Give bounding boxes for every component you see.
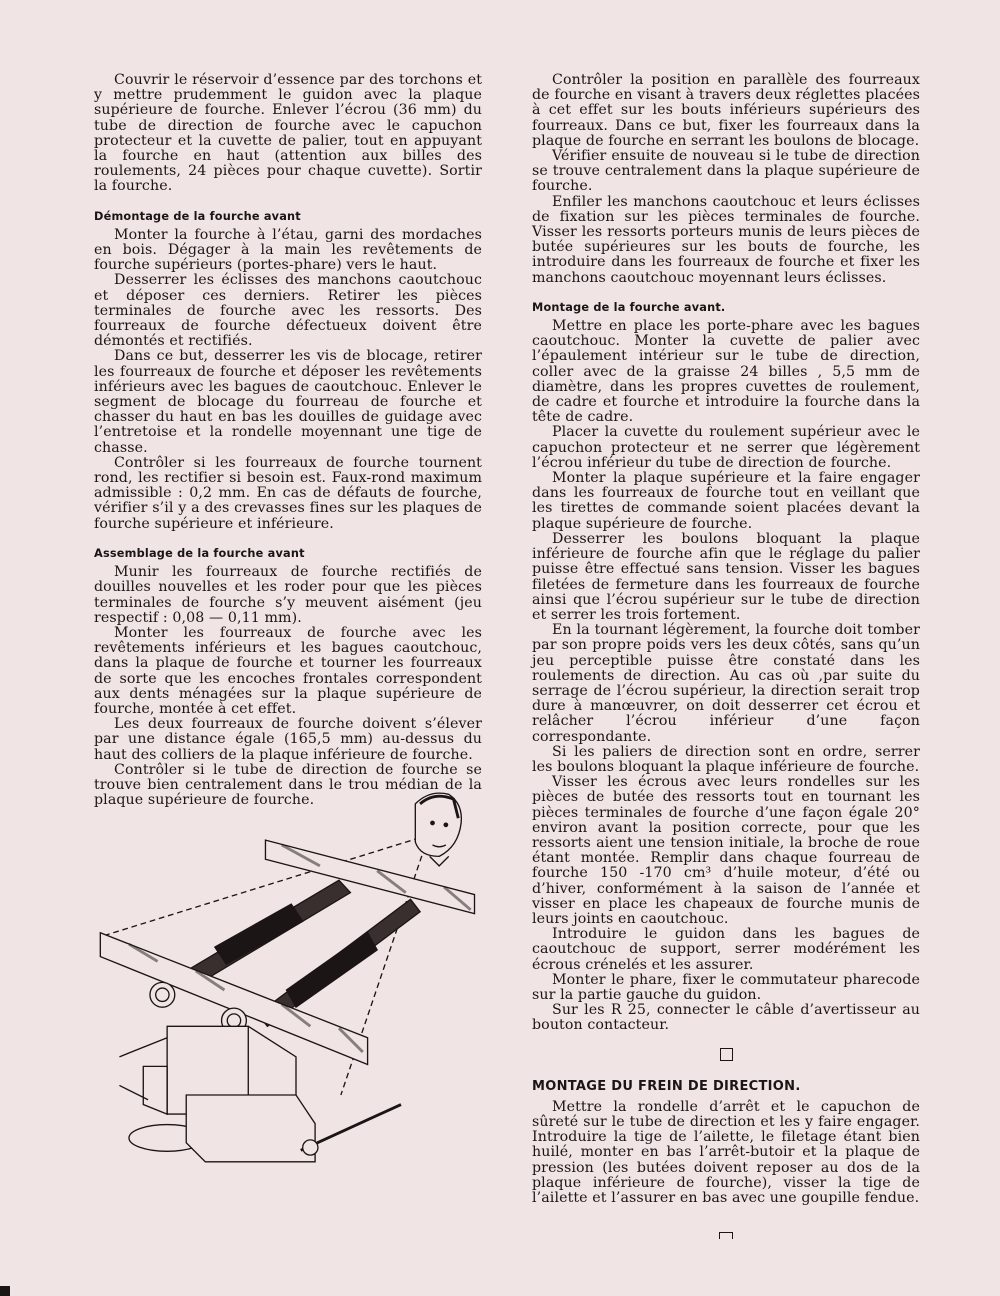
paragraph: Desserrer les éclisses des manchons caoutchouc et déposer ces derniers. Retirer les pièces terminales de fourche avec les ressorts. Des fourreaux de fourche défectueux doivent être démontés et rectifiés. [94,272,482,350]
paragraph: Monter la fourche à l’étau, garni des mordaches en bois. Dégager à la main les revêtements de fourche supérieurs (portes-phare) vers le haut. [94,226,482,274]
article-end-mark-icon [719,1232,733,1239]
paragraph: Mettre en place les porte-phare avec les bagues caoutchouc. Monter la cuvette de palier avec l’épaulement intérieur sur le tube de direction, coller avec de la graisse 24 billes , 5,5 mm de diamètre, dans les propres cuvettes de roulement, de cadre et fourche et introduire la fourche dans la tête de cadre. [532,318,920,426]
paragraph: Placer la cuvette du roulement supérieur avec le capuchon protecteur et ne serrer que légèrement l’écrou inférieur du tube de direction de fourche. [532,424,920,471]
paragraph: En la tournant légèrement, la fourche doit tomber par son propre poids vers les deux côtés, sans qu’un jeu perceptible puisse être constaté dans les roulements de direction. Au cas où ,par suite du serrage de l’écrou supérieur, la direction serait trop dure à manœuvrer, on doit desserrer cet écrou et relâcher l’écrou inférieur d’une façon correspondante. [532,622,920,745]
section-end-box-icon [720,1048,733,1061]
section-heading-montage: Montage de la fourche avant. [532,300,726,314]
paragraph: Enfiler les manchons caoutchouc et leurs éclisses de fixation sur les pièces terminales de fourche. Visser les ressorts porteurs munis de leurs pièces de butée supérieures sur les bouts de fourche, les introduire dans les fourreaux de fourche et fixer les manchons caoutchouc moyennant leurs éclisses. [532,193,920,286]
scan-corner-mark [0,1286,10,1296]
paragraph: Monter le phare, fixer le commutateur pharecode sur la partie gauche du guidon. [532,971,920,1003]
paragraph: Si les paliers de direction sont en ordre, serrer les boulons bloquant la plaque inférieure de fourche. [532,743,920,775]
paragraph: Mettre la rondelle d’arrêt et le capuchon de sûreté sur le tube de direction et les y faire engager. Introduire la tige de l’ailette, le filetage étant bien huilé, monter en bas l’arrêt-butoir et la plaque de pression (les butées doivent reposer au dos de la plaque inférieure de fourche), visser la tige de l’ailette et l’assurer en bas avec une goupille fendue. [532,1098,920,1207]
observer-face [415,793,461,866]
section-heading-assemblage: Assemblage de la fourche avant [94,546,305,560]
paragraph: Contrôler la position en parallèle des fourreaux de fourche en visant à travers deux réglettes placées à cet effet sur les bouts inférieurs supérieurs des fourreaux. Dans ce but, fixer les fourreaux dans la plaque de fourche en serrant les boulons de blocage. [532,72,920,149]
paragraph: Monter les fourreaux de fourche avec les revêtements inférieurs et les bagues caoutchouc, dans la plaque de fourche et tourner les fourreaux de sorte que les encoches frontales correspondent aux dents ménagées sur la plaque supérieure de fourche, montée à cet effet. [94,624,482,717]
paragraph: Monter la plaque supérieure et la faire engager dans les fourreaux de fourche tout en veillant que les tirettes de commande soient placées devant la plaque supérieure de fourche. [532,470,920,532]
intro-paragraph: Couvrir le réservoir d’essence par des torchons et y mettre prudemment le guidon avec la plaque supérieure de fourche. Enlever l’écrou (36 mm) du tube de direction de fourche avec le capuchon protecteur et la cuvette de palier, tout en appuyant la fourche en haut (attention aux billes des roulements, 24 pièces pour chaque cuvette). Sortir la fourche. [94,72,482,195]
fork-alignment-vise-illustration [86,780,506,1200]
paragraph: Visser les écrous avec leurs rondelles sur les pièces de butée des ressorts tout en tournant les pièces terminales de fourche d’une façon égale 20° environ avant la position correcte, pour que les ressorts aient une tension initiale, la broche de roue étant montée. Remplir dans chaque fourreau de fourche 150 -170 cm³ d’huile moteur, d’été ou d’hiver, conformément à la saison de l’année et visser en place les chapeaux de fourche munis de leurs joints en caoutchouc. [532,774,920,927]
paragraph: Les deux fourreaux de fourche doivent s’élever par une distance égale (165,5 mm) au-dessus du haut des colliers de la plaque inférieure de fourche. [94,716,482,763]
fork-end [150,982,175,1007]
left-column [94,73,482,808]
paragraph: Desserrer les boulons bloquant la plaque inférieure de fourche afin que le réglage du palier puisse être effectué sans tension. Visser les bagues filetées de fermeture dans les fourreaux de fourche ainsi que l’écrou supérieur sur le tube de direction et serrer les trois fortement. [532,530,920,623]
right-column [532,73,920,1239]
section-heading-frein: MONTAGE DU FREIN DE DIRECTION. [532,1078,801,1094]
paragraph: Munir les fourreaux de fourche rectifiés de douilles nouvelles et les roder pour que les pièces terminales de fourche s’y meuvent aisément (jeu respectif : 0,08 — 0,11 mm). [94,564,482,626]
section-heading-demontage: Démontage de la fourche avant [94,209,301,223]
illustration-svg [86,780,506,1200]
paragraph: Contrôler si le tube de direction de fourche se trouve bien centralement dans le trou médian de la plaque supérieure de fourche. [94,761,482,809]
paragraph: Contrôler si les fourreaux de fourche tournent rond, les rectifier si besoin est. Faux-rond maximum admissible : 0,2 mm. En cas de défauts de fourche, vérifier s’il y a des crevasses fines sur les plaques de fourche supérieure et inférieure. [94,454,482,532]
paragraph: Sur les R 25, connecter le câble d’avertisseur au bouton contacteur. [532,1002,920,1034]
paragraph: Vérifier ensuite de nouveau si le tube de direction se trouve centralement dans la plaque supérieure de fourche. [532,148,920,195]
paragraph: Dans ce but, desserrer les vis de blocage, retirer les fourreaux de fourche et déposer les revêtements inférieurs avec les bagues de caoutchouc. Enlever le segment de blocage du fourreau de fourche et chasser du haut en bas les douilles de guidage avec l’entretoise et la rondelle moyennant une tige de chasse. [94,348,482,456]
paragraph: Introduire le guidon dans les bagues de caoutchouc de support, serrer modérément les écrous crénelés et les assurer. [532,926,920,973]
